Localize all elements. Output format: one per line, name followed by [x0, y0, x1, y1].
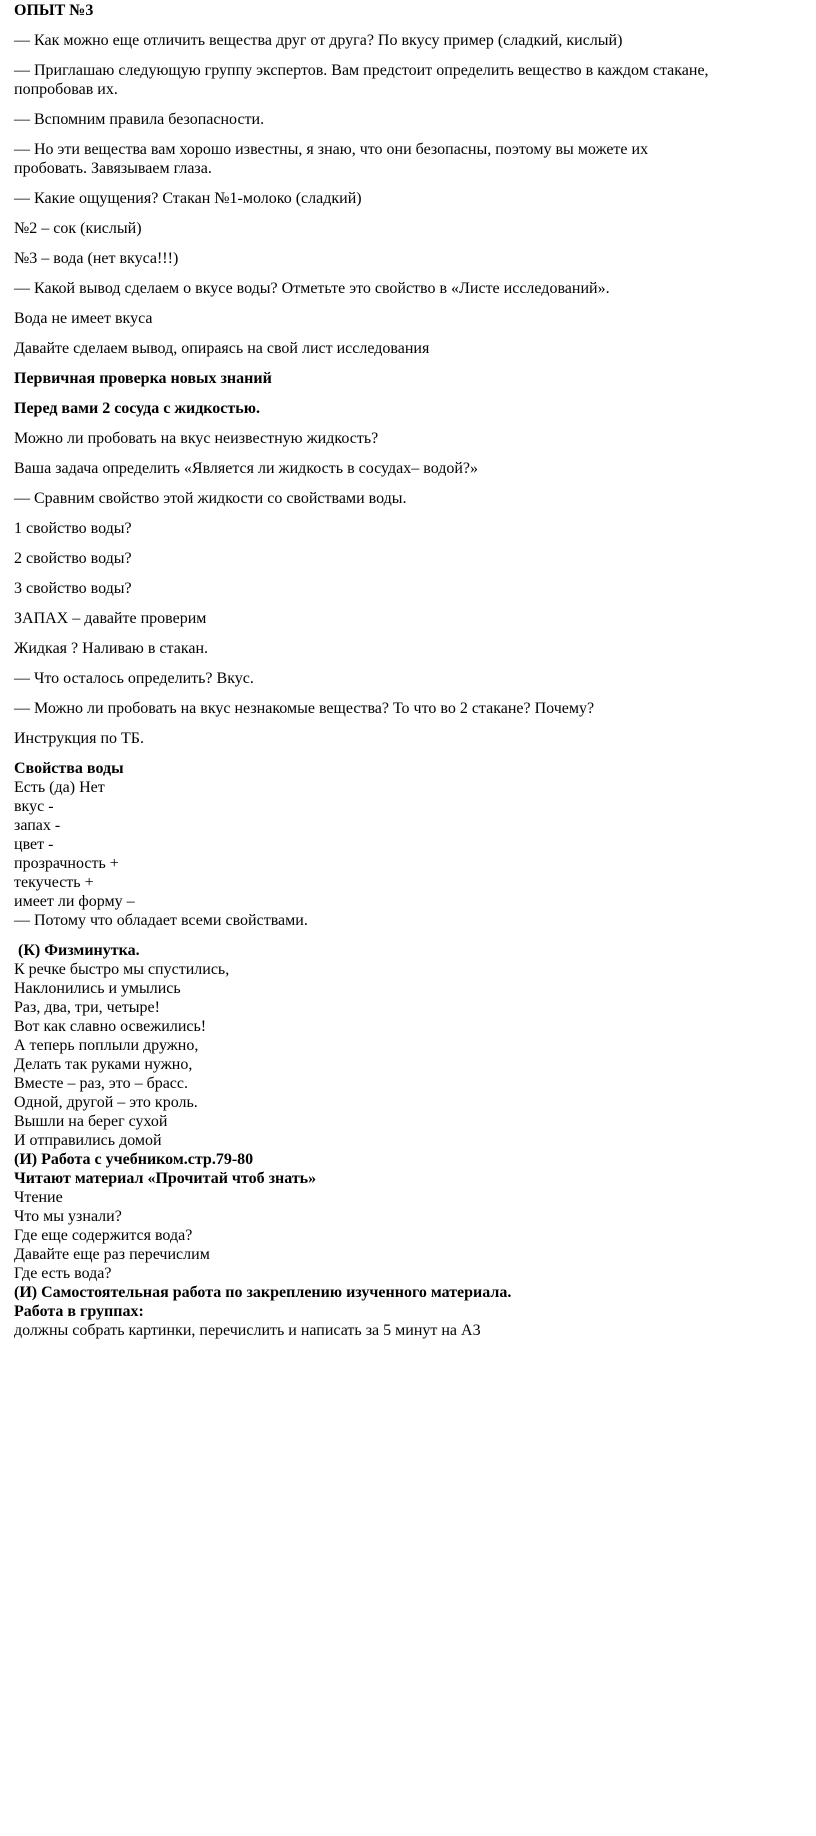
- poem-line: Раз, два, три, четыре!: [14, 999, 160, 1016]
- fizminutka-heading: (К) Физминутка.: [14, 942, 140, 959]
- document-body: [14, 0, 804, 1340]
- paragraph: — Что осталось определить? Вкус.: [14, 670, 254, 687]
- paragraph: ЗАПАХ – давайте проверим: [14, 610, 207, 627]
- paragraph: — Как можно еще отличить вещества друг от друга? По вкусу пример (сладкий, кислый): [14, 32, 623, 49]
- section-subheading: Перед вами 2 сосуда с жидкостью.: [14, 400, 260, 417]
- property-line: Есть (да) Нет: [14, 779, 105, 796]
- textbook-line: Где есть вода?: [14, 1265, 112, 1282]
- property-line: — Потому что обладает всеми свойствами.: [14, 912, 308, 929]
- poem-line: А теперь поплыли дружно,: [14, 1037, 199, 1054]
- section-heading: Первичная проверка новых знаний: [14, 370, 272, 387]
- paragraph: Жидкая ? Наливаю в стакан.: [14, 640, 209, 657]
- poem-line: Одной, другой – это кроль.: [14, 1094, 198, 1111]
- paragraph: №2 – сок (кислый): [14, 220, 142, 237]
- paragraph: — Какие ощущения? Стакан №1-молоко (сладкий): [14, 190, 362, 207]
- paragraph: Инструкция по ТБ.: [14, 730, 144, 747]
- paragraph: №3 – вода (нет вкуса!!!): [14, 250, 179, 267]
- paragraph: Ваша задача определить «Является ли жидкость в сосудах– водой?»: [14, 460, 479, 477]
- poem-line: Вышли на берег сухой: [14, 1113, 168, 1130]
- paragraph: Вода не имеет вкуса: [14, 310, 153, 327]
- property-line: текучесть +: [14, 874, 94, 891]
- poem-line: Делать так руками нужно,: [14, 1056, 193, 1073]
- textbook-line: Что мы узнали?: [14, 1208, 122, 1225]
- paragraph: 3 свойство воды?: [14, 580, 132, 597]
- property-line: запах -: [14, 817, 61, 834]
- textbook-line: Где еще содержится вода?: [14, 1227, 193, 1244]
- paragraph: — Какой вывод сделаем о вкусе воды? Отметьте это свойство в «Листе исследований».: [14, 280, 610, 297]
- paragraph: Давайте сделаем вывод, опираясь на свой лист исследования: [14, 340, 430, 357]
- textbook-line: Давайте еще раз перечислим: [14, 1246, 210, 1263]
- paragraph: — Приглашаю следующую группу экспертов. Вам предстоит определить вещество в каждом стакане, попробовав их.: [14, 62, 709, 98]
- paragraph: 2 свойство воды?: [14, 550, 132, 567]
- poem-line: Вот как славно освежились!: [14, 1018, 207, 1035]
- textbook-subheading: Читают материал «Прочитай чтоб знать»: [14, 1170, 317, 1187]
- poem-line: К речке быстро мы спустились,: [14, 961, 230, 978]
- poem-line: Наклонились и умылись: [14, 980, 181, 997]
- paragraph: — Вспомним правила безопасности.: [14, 111, 265, 128]
- paragraph: — Но эти вещества вам хорошо известны, я знаю, что они безопасны, поэтому вы можете их пробовать. Завязываем глаза.: [14, 141, 649, 177]
- independent-line: должны собрать картинки, перечислить и написать за 5 минут на А3: [14, 1322, 481, 1339]
- textbook-heading: (И) Работа с учебником.стр.79-80: [14, 1151, 254, 1168]
- experiment-title: ОПЫТ №3: [14, 2, 94, 19]
- paragraph: Можно ли пробовать на вкус неизвестную жидкость?: [14, 430, 379, 447]
- paragraph: — Можно ли пробовать на вкус незнакомые вещества? То что во 2 стакане? Почему?: [14, 700, 595, 717]
- property-line: вкус -: [14, 798, 54, 815]
- paragraph: — Сравним свойство этой жидкости со свойствами воды.: [14, 490, 407, 507]
- water-properties-block: [14, 759, 804, 930]
- independent-subheading: Работа в группах:: [14, 1303, 144, 1320]
- property-line: имеет ли форму –: [14, 893, 135, 910]
- textbook-line: Чтение: [14, 1189, 63, 1206]
- water-properties-heading: Свойства воды: [14, 760, 124, 777]
- property-line: прозрачность +: [14, 855, 119, 872]
- property-line: цвет -: [14, 836, 54, 853]
- fizminutka-block: [14, 941, 804, 1340]
- independent-heading: (И) Самостоятельная работа по закреплению изученного материала.: [14, 1284, 512, 1301]
- poem-line: Вместе – раз, это – брасс.: [14, 1075, 189, 1092]
- paragraph: 1 свойство воды?: [14, 520, 132, 537]
- poem-line: И отправились домой: [14, 1132, 162, 1149]
